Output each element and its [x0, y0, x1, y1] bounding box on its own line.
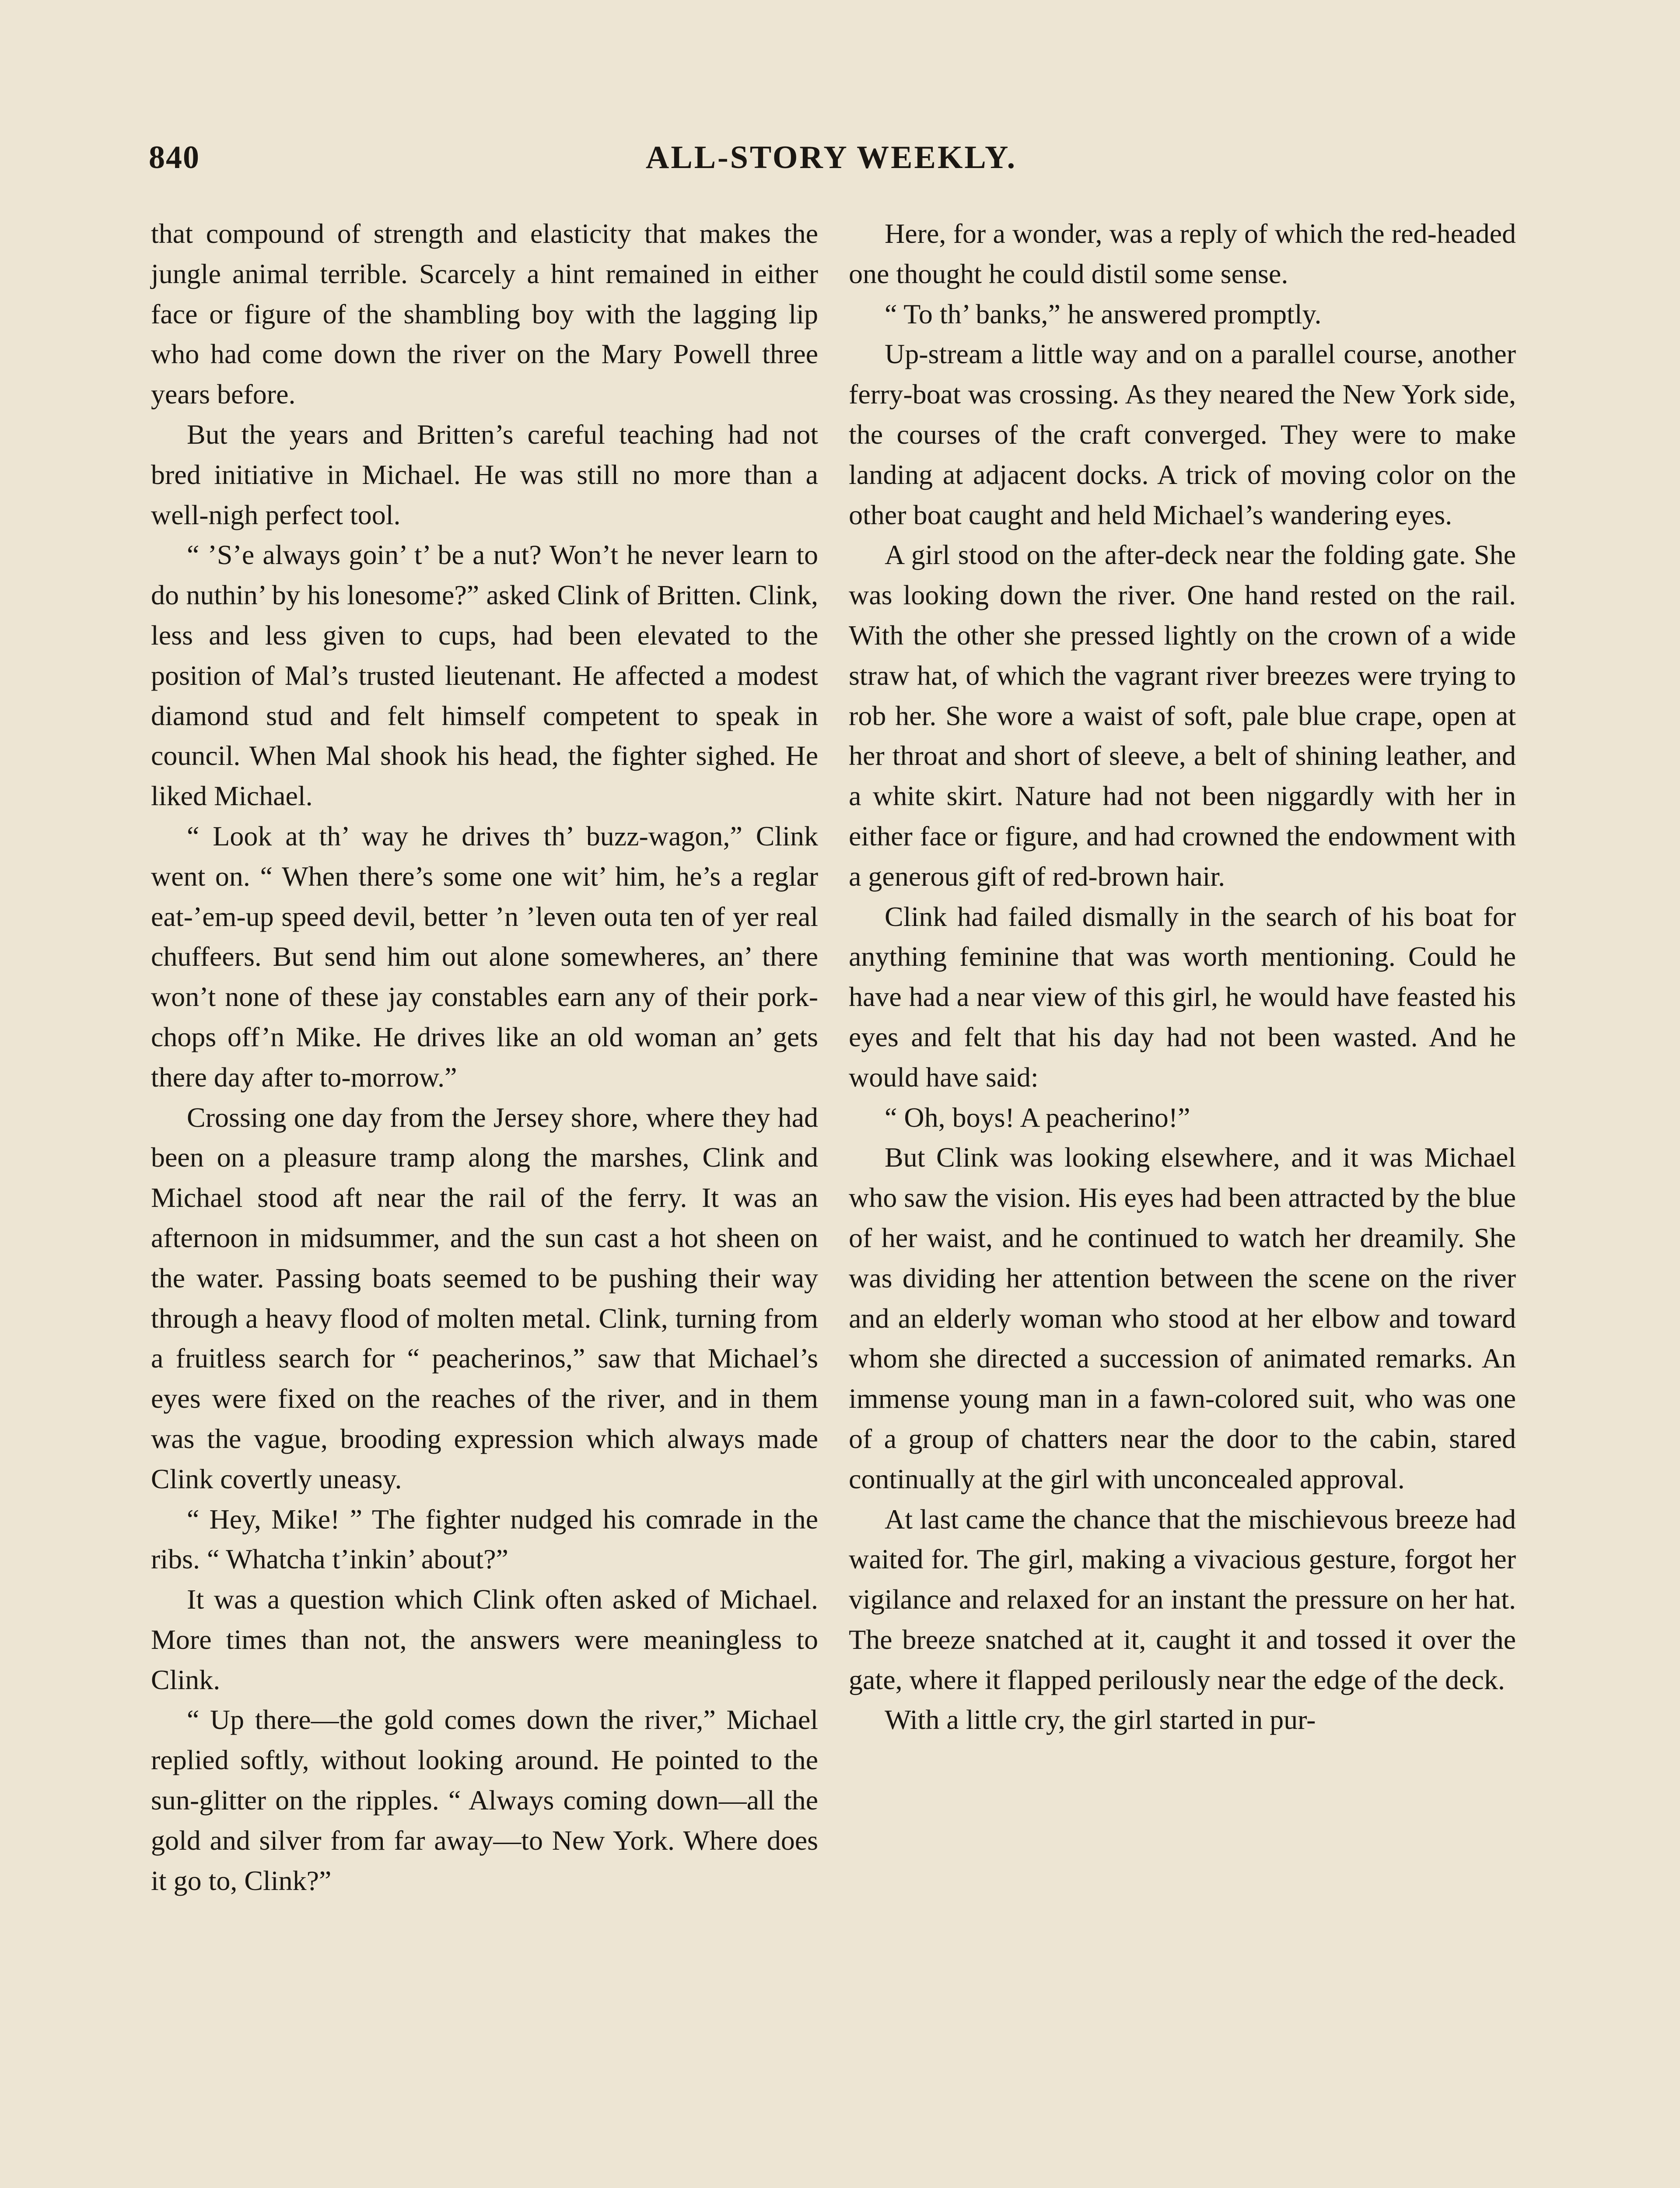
paragraph: “ To th’ banks,” he answered promptly.	[885, 298, 1322, 330]
page-header	[149, 139, 1514, 187]
paragraph: “ Oh, boys! A peacherino!”	[885, 1101, 1190, 1133]
running-title: ALL-STORY WEEKLY.	[645, 140, 1017, 175]
paragraph: A girl stood on the after-deck near the folding gate. She was looking down the river. One hand rested on the rail. With the other she pressed lightly on the crown of a wide straw hat, of which the vagrant river breezes were trying to rob her. She wore a waist of soft, pale blue crape, open at her throat and short of sleeve, a belt of shining leather, and a white skirt. Nature had not been niggardly with her in either face or figure, and had crowned the endowment with a generous gift of red-brown hair.	[849, 539, 1516, 892]
paragraph: It was a question which Clink often asked of Michael. More times than not, the answers were meaningless to Clink.	[151, 1584, 818, 1695]
paragraph: Clink had failed dismally in the search of his boat for anything feminine that was worth mentioning. Could he have had a near view of this girl, he would have feasted his eyes and felt that his day had not been wasted. And he would have said:	[849, 901, 1516, 1093]
paragraph: “ Up there—the gold comes down the river,” Michael replied softly, without looking around. He pointed to the sun-glitter on the ripples. “ Always coming down—all the gold and silver from far away—to New York. Where does it go to, Clink?”	[151, 1704, 818, 1896]
paragraph: Up-stream a little way and on a parallel course, another ferry-boat was crossing. As they neared the New York side, the courses of the craft converged. They were to make landing at adjacent docks. A trick of moving color on the other boat caught and held Michael’s wandering eyes.	[849, 338, 1516, 530]
paragraph: “ ’S’e always goin’ t’ be a nut? Won’t he never learn to do nuthin’ by his lonesome?” asked Clink of Britten. Clink, less and less given to cups, had been elevated to the position of Mal’s trusted lieutenant. He affected a modest diamond stud and felt himself competent to speak in council. When Mal shook his head, the fighter sighed. He liked Michael.	[151, 539, 818, 812]
paragraph: At last came the chance that the mischievous breeze had waited for. The girl, making a vivacious gesture, forgot her vigilance and relaxed for an instant the pressure on her hat. The breeze snatched at it, caught it and tossed it over the gate, where it flapped perilously near the edge of the deck.	[849, 1503, 1516, 1695]
paragraph: “ Look at th’ way he drives th’ buzz-wagon,” Clink went on. “ When there’s some one wit’ him, he’s a reglar eat-’em-up speed devil, better ’n ’leven outa ten of yer real chuffeers. But send him out alone somewheres, an’ there won’t none of these jay constables earn any of their pork-chops off’n Mike. He drives like an old woman an’ gets there day after to-morrow.”	[151, 820, 818, 1093]
paragraph: But the years and Britten’s careful teaching had not bred initiative in Michael. He was still no more than a well-nigh perfect tool.	[151, 418, 818, 530]
paragraph: Here, for a wonder, was a reply of which the red-headed one thought he could distil some sense.	[849, 218, 1516, 289]
paragraph: Crossing one day from the Jersey shore, where they had been on a pleasure tramp along the marshes, Clink and Michael stood aft near the rail of the ferry. It was an afternoon in midsummer, and the sun cast a hot sheen on the water. Passing boats seemed to be pushing their way through a heavy flood of molten metal. Clink, turning from a fruitless search for “ peacherinos,” saw that Michael’s eyes were fixed on the reaches of the river, and in them was the vague, brooding expression which always made Clink covertly uneasy.	[151, 1101, 818, 1494]
page-number: 840	[149, 140, 200, 175]
left-column	[151, 214, 818, 1900]
right-column	[849, 214, 1516, 1740]
paragraph: “ Hey, Mike! ” The fighter nudged his comrade in the ribs. “ Whatcha t’inkin’ about?”	[151, 1503, 818, 1575]
paragraph: that compound of strength and elasticity that makes the jungle animal terrible. Scarcely a hint remained in either face or figure of the shambling boy with the lagging lip who had come down the river on the Mary Powell three years before.	[151, 218, 818, 410]
paragraph: But Clink was looking elsewhere, and it was Michael who saw the vision. His eyes had been attracted by the blue of her waist, and he continued to watch her dreamily. She was dividing her attention between the scene on the river and an elderly woman who stood at her elbow and toward whom she directed a succession of animated remarks. An immense young man in a fawn-colored suit, who was one of a group of chatters near the door to the cabin, stared continually at the girl with unconcealed approval.	[849, 1142, 1516, 1494]
paragraph: With a little cry, the girl started in pur-	[885, 1704, 1316, 1736]
